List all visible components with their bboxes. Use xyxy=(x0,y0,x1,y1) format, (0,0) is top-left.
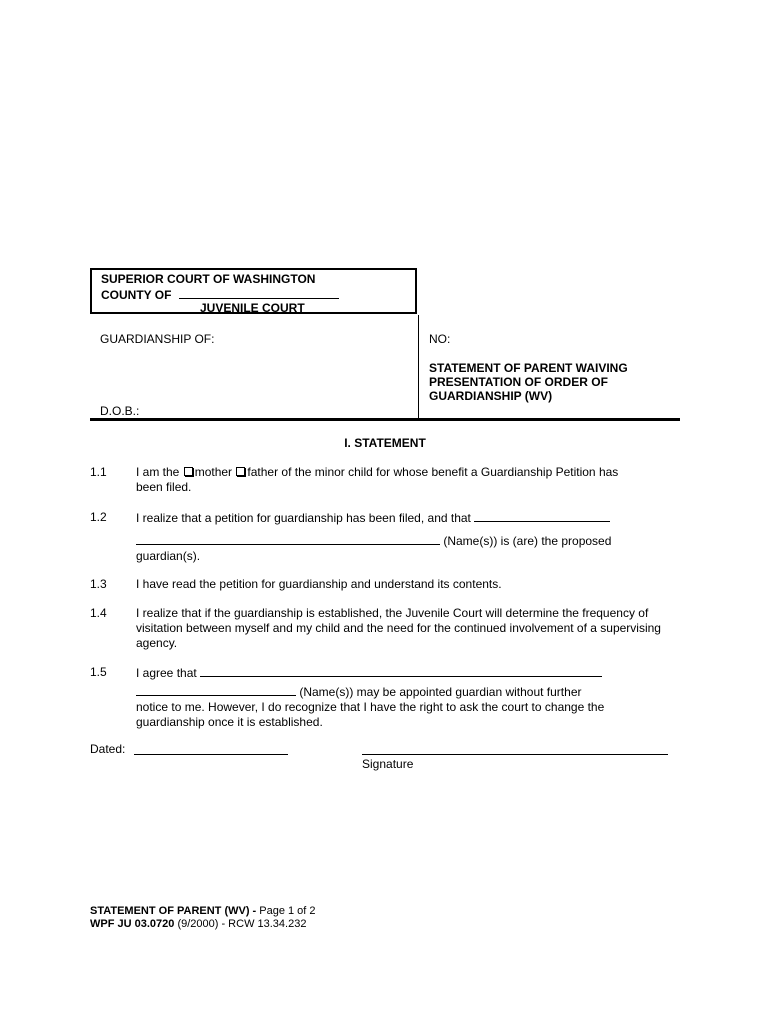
paragraph-number: 1.1 xyxy=(90,465,107,479)
signature-label: Signature xyxy=(362,757,414,771)
document-title xyxy=(429,361,628,403)
agree-name-blank[interactable] xyxy=(200,665,602,677)
paragraph-1-1: I am the mother father of the minor child for whose benefit a Guardianship Petition has been filed. xyxy=(136,465,619,494)
appointed-guardian-blank[interactable] xyxy=(136,684,296,696)
footer-title: STATEMENT OF PARENT (WV) - xyxy=(90,905,257,917)
dated-label: Dated: xyxy=(90,742,126,756)
signature-line[interactable] xyxy=(362,754,668,755)
document-title-line: STATEMENT OF PARENT WAIVING xyxy=(429,361,628,375)
dob-label: D.O.B.: xyxy=(100,404,140,418)
paragraph-number: 1.3 xyxy=(90,577,107,591)
page-number: Page 1 of 2 xyxy=(259,905,316,917)
father-checkbox[interactable] xyxy=(236,467,245,476)
guardian-name-blank[interactable] xyxy=(136,533,440,545)
caption-bottom-rule xyxy=(90,418,680,421)
date-line[interactable] xyxy=(134,754,288,755)
paragraph-1-5-cont: (Name(s)) may be appointed guardian without further notice to me. However, I do recognize that I have the right to ask the court to change the guardianship once it is established. xyxy=(136,685,605,729)
footer xyxy=(90,905,316,931)
name-blank[interactable] xyxy=(474,510,610,522)
court-caption-box xyxy=(90,268,417,314)
paragraph-number: 1.4 xyxy=(90,606,107,620)
paragraph-1-2-cont: (Name(s)) is (are) the proposed guardian(s). xyxy=(136,534,612,563)
county-label: COUNTY OF xyxy=(101,288,172,302)
form-revision: (9/2000) - RCW 13.34.232 xyxy=(177,918,307,930)
form-number: WPF JU 03.0720 xyxy=(90,918,175,930)
paragraph-number: 1.5 xyxy=(90,665,107,679)
court-name: SUPERIOR COURT OF WASHINGTON xyxy=(101,272,316,286)
paragraph-1-4: I realize that if the guardianship is established, the Juvenile Court will determine the frequency of visitation between myself and my child and the need for the continued involvement of a supervising agency. xyxy=(136,606,661,650)
document-title-line: GUARDIANSHIP (WV) xyxy=(429,389,553,403)
paragraph-1-5: I agree that xyxy=(136,665,681,681)
juvenile-court-label: JUVENILE COURT xyxy=(200,301,305,315)
guardianship-of-label: GUARDIANSHIP OF: xyxy=(100,332,215,346)
caption-divider xyxy=(418,315,419,419)
county-line xyxy=(101,287,339,302)
mother-label: mother xyxy=(194,465,233,479)
county-blank[interactable] xyxy=(179,287,339,299)
paragraph-1-2: I realize that a petition for guardianship has been filed, and that xyxy=(136,510,681,526)
paragraph-1-3: I have read the petition for guardianship and understand its contents. xyxy=(136,577,502,591)
paragraph-number: 1.2 xyxy=(90,510,107,524)
mother-checkbox[interactable] xyxy=(184,467,193,476)
document-title-line: PRESENTATION OF ORDER OF xyxy=(429,375,608,389)
section-heading: I. STATEMENT xyxy=(344,436,426,450)
case-number-label: NO: xyxy=(429,332,451,346)
